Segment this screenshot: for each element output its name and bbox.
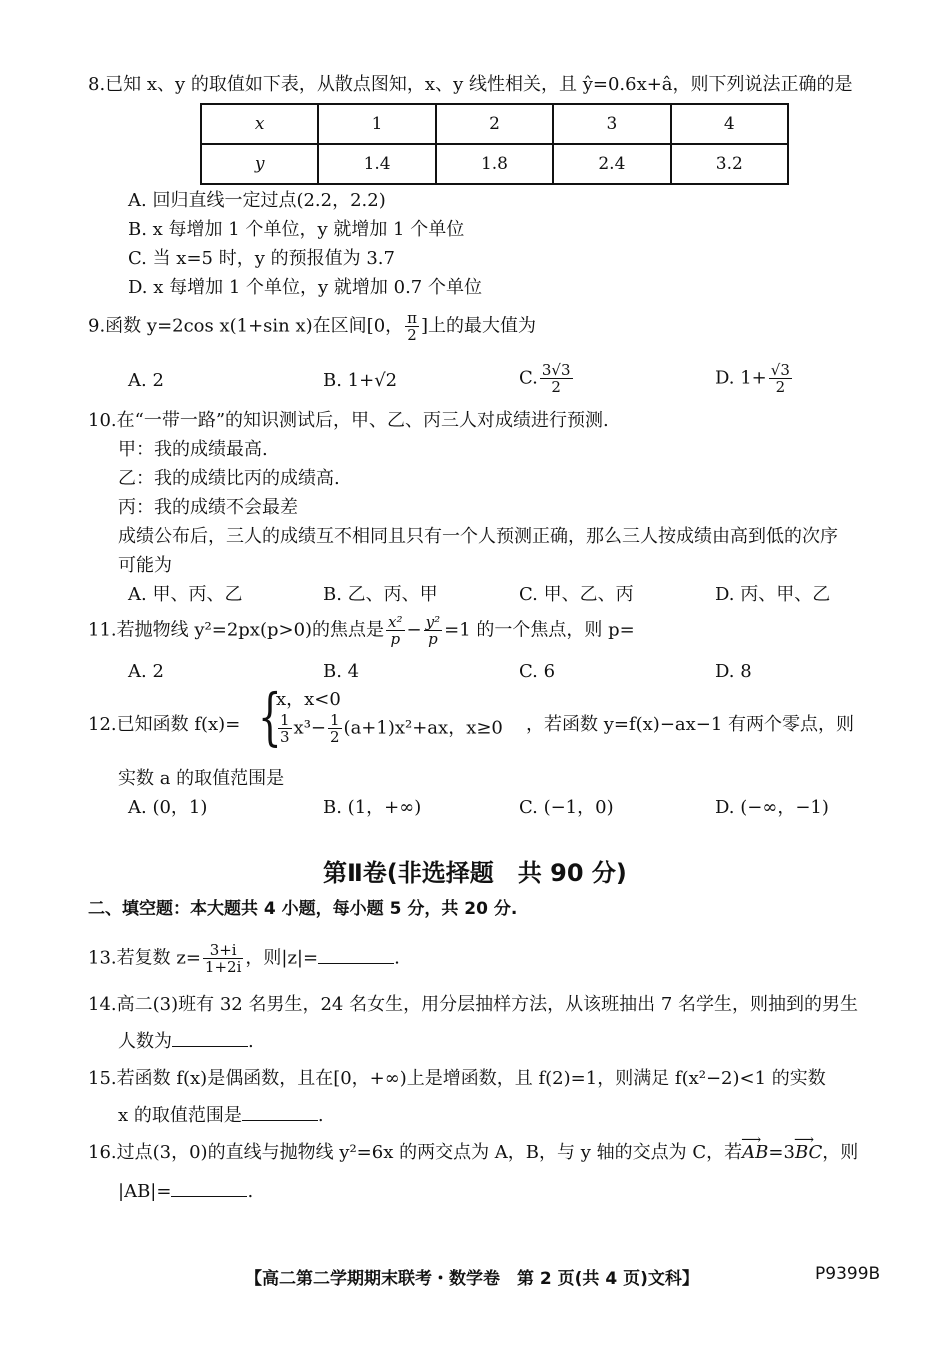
- q10-option-c: C. 甲、乙、丙: [519, 584, 634, 605]
- q15-line-1: 15.若函数 f(x)是偶函数，且在[0，+∞)上是增函数，且 f(2)=1，则满足 f(x²−2)<1 的实数: [88, 1068, 826, 1089]
- answer-blank[interactable]: [172, 1030, 248, 1047]
- fraction-numerator: 3√3: [541, 361, 571, 379]
- q11-option-c: C. 6: [519, 661, 556, 682]
- q10-line-bing: 丙：我的成绩不会最差: [118, 497, 298, 518]
- hyperbola-fraction-1: [386, 614, 404, 647]
- q8-option-c: C. 当 x=5 时，y 的预报值为 3.7: [128, 248, 395, 269]
- fraction-denominator: 2: [775, 378, 786, 396]
- table-cell: 3: [553, 104, 670, 144]
- q11-stem-b: =1 的一个焦点，则 p=: [444, 619, 635, 641]
- fraction-numerator: y²: [425, 613, 441, 631]
- q9-stem-a: 9.函数 y=2cos x(1+sin x)在区间[0，: [88, 315, 404, 337]
- part-2-title: 第Ⅱ卷(非选择题 共 90 分): [323, 859, 627, 887]
- q10-line-possible: 可能为: [118, 555, 172, 576]
- table-cell: 2: [436, 104, 553, 144]
- q11-option-a: A. 2: [128, 661, 164, 682]
- fraction-denominator: p: [390, 630, 401, 648]
- option-fraction: [769, 362, 792, 395]
- fraction-numerator: 1: [330, 711, 340, 729]
- q12-option-d: D. (−∞，−1): [715, 797, 829, 818]
- pi-over-2-fraction: [405, 310, 419, 343]
- complex-fraction: [203, 942, 243, 975]
- fraction-denominator: 3: [280, 728, 290, 746]
- table-cell: x: [201, 104, 318, 144]
- q15-line-2: [118, 1104, 324, 1127]
- table-cell: y: [201, 144, 318, 184]
- q10-line-jia: 甲：我的成绩最高.: [118, 439, 268, 460]
- fraction-numerator: x²: [388, 613, 403, 631]
- table-cell: 3.2: [671, 144, 788, 184]
- q12-case-2: [276, 712, 503, 745]
- xy-table: [200, 103, 789, 185]
- q12-option-b: B. (1，+∞): [323, 797, 422, 818]
- q13-stem: [88, 942, 400, 975]
- fraction-denominator: 2: [330, 728, 340, 746]
- minus-sign: −: [406, 619, 422, 641]
- q11-stem: [88, 614, 635, 647]
- q12-stem-a: 12.已知函数 f(x)=: [88, 714, 241, 735]
- q13-stem-a: 13.若复数 z=: [88, 947, 201, 969]
- table-cell: 2.4: [553, 144, 670, 184]
- q16-line-2: [118, 1180, 253, 1203]
- q14-line-2-text: 人数为: [118, 1031, 172, 1052]
- fraction-denominator: p: [428, 630, 438, 648]
- table-row: [201, 144, 788, 184]
- q8-stem: 8.已知 x、y 的取值如下表，从散点图知，x、y 线性相关，且 ŷ=0.6x+â，则下列说法正确的是: [88, 74, 853, 95]
- fraction-numerator: 1: [280, 711, 290, 729]
- section-2-heading: 二、填空题：本大题共 4 小题，每小题 5 分，共 20 分.: [88, 899, 518, 919]
- fraction-denominator: 2: [407, 326, 417, 344]
- q16-line-2-text: |AB|=: [118, 1181, 172, 1202]
- case-2-tail: (a+1)x²+ax，x≥0: [343, 717, 503, 739]
- answer-blank[interactable]: [171, 1180, 247, 1197]
- vector-ab: ⟶ AB: [742, 1142, 768, 1164]
- q8-option-b: B. x 每增加 1 个单位，y 就增加 1 个单位: [128, 219, 465, 240]
- vector-bc: ⟶ BC: [795, 1142, 822, 1164]
- period: .: [394, 947, 400, 969]
- piecewise-brace: {: [258, 680, 282, 753]
- q10-line-result: 成绩公布后，三人的成绩互不相同且只有一个人预测正确，那么三人按成绩由高到低的次序: [118, 526, 838, 547]
- q12-stem-b: ，若函数 y=f(x)−ax−1 有两个零点，则: [526, 714, 855, 735]
- q9-option-d: [715, 362, 794, 395]
- page-footer: 【高二第二学期期末联考・数学卷 第 2 页(共 4 页)文科】: [245, 1269, 699, 1289]
- q15-line-2-text: x 的取值范围是: [118, 1105, 242, 1126]
- fraction-denominator: 2: [551, 378, 561, 396]
- table-row: [201, 104, 788, 144]
- q10-line-yi: 乙：我的成绩比丙的成绩高.: [118, 468, 340, 489]
- q10-stem: 10.在“一带一路”的知识测试后，甲、乙、丙三人对成绩进行预测.: [88, 410, 609, 431]
- q14-line-2: [118, 1030, 254, 1053]
- period: .: [247, 1181, 254, 1202]
- q12-option-c: C. (−1，0): [519, 797, 614, 818]
- table-cell: 4: [671, 104, 788, 144]
- option-letter: D. 1+: [715, 367, 767, 389]
- fraction-numerator: π: [407, 309, 417, 327]
- q11-option-b: B. 4: [323, 661, 360, 682]
- answer-blank[interactable]: [318, 947, 394, 964]
- q9-stem: [88, 310, 536, 343]
- fraction-denominator: 1+2i: [204, 958, 242, 976]
- q16-line-1-a: 16.过点(3，0)的直线与抛物线 y²=6x 的两交点为 A，B，与 y 轴的交点为 C，若: [88, 1142, 743, 1163]
- fraction-numerator: √3: [770, 361, 790, 379]
- table-cell: 1: [318, 104, 435, 144]
- q12-line-2: 实数 a 的取值范围是: [118, 768, 285, 789]
- q11-option-d: D. 8: [715, 661, 752, 682]
- q12-case-1: x，x<0: [276, 689, 341, 710]
- q9-option-c: [519, 362, 575, 395]
- q16-equals: =3: [768, 1142, 795, 1163]
- q13-stem-b: ，则|z|=: [245, 947, 319, 969]
- q11-stem-a: 11.若抛物线 y²=2px(p>0)的焦点是: [88, 619, 385, 641]
- fraction-numerator: 3+i: [203, 942, 243, 959]
- table-cell: 1.4: [318, 144, 435, 184]
- q9-stem-b: ]上的最大值为: [421, 315, 537, 337]
- q10-option-b: B. 乙、丙、甲: [323, 584, 438, 605]
- q16-line-1-b: ，则: [822, 1142, 859, 1163]
- answer-blank[interactable]: [242, 1104, 318, 1121]
- q12-option-a: A. (0，1): [128, 797, 208, 818]
- option-fraction: [540, 362, 573, 395]
- q10-option-a: A. 甲、丙、乙: [128, 584, 243, 605]
- q9-option-b: B. 1+√2: [323, 370, 398, 391]
- q10-option-d: D. 丙、甲、乙: [715, 584, 831, 605]
- q14-line-1: 14.高二(3)班有 32 名男生，24 名女生，用分层抽样方法，从该班抽出 7 名学生，则抽到的男生: [88, 994, 858, 1015]
- case-2-middle: x³−: [293, 717, 326, 739]
- q16-line-1: [88, 1142, 858, 1164]
- paper-code: P9399B: [815, 1264, 881, 1284]
- period: .: [317, 1105, 324, 1126]
- q8-option-a: A. 回归直线一定过点(2.2，2.2): [128, 190, 386, 211]
- case-fraction-half: [328, 712, 342, 745]
- period: .: [248, 1031, 254, 1052]
- q8-option-d: D. x 每增加 1 个单位，y 就增加 0.7 个单位: [128, 277, 482, 298]
- option-letter: C.: [519, 367, 538, 389]
- hyperbola-fraction-2: [424, 614, 443, 647]
- case-fraction-third: [278, 712, 292, 745]
- table-cell: 1.8: [436, 144, 553, 184]
- q9-option-a: A. 2: [128, 370, 164, 391]
